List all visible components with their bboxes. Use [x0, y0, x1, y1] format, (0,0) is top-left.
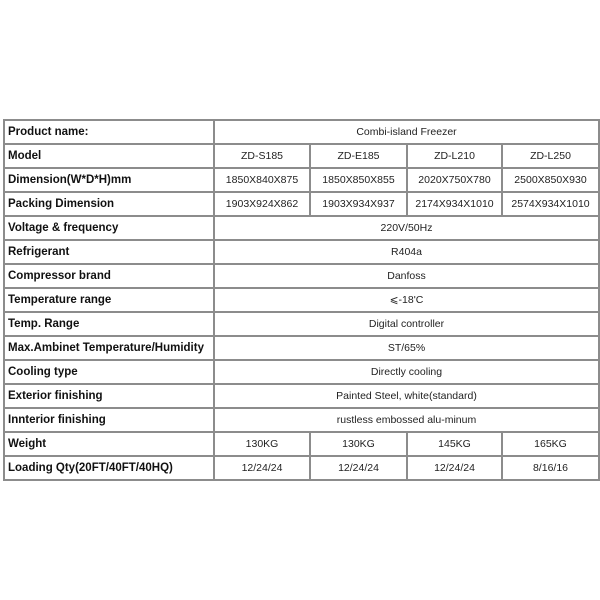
cooling-type-value: Directly cooling	[214, 360, 599, 384]
loading-qty-cell: 12/24/24	[310, 456, 407, 480]
row-label: Voltage & frequency	[4, 216, 214, 240]
row-label: Loading Qty(20FT/40FT/40HQ)	[4, 456, 214, 480]
row-product-name	[4, 120, 599, 144]
row-compressor	[4, 264, 599, 288]
packing-dimension-cell: 1903X934X937	[310, 192, 407, 216]
loading-qty-cell: 12/24/24	[214, 456, 310, 480]
compressor-value: Danfoss	[214, 264, 599, 288]
loading-qty-cell: 8/16/16	[502, 456, 599, 480]
interior-value: rustless embossed alu-minum	[214, 408, 599, 432]
weight-cell: 130KG	[214, 432, 310, 456]
row-label: Dimension(W*D*H)mm	[4, 168, 214, 192]
row-packing-dimension	[4, 192, 599, 216]
max-ambient-value: ST/65%	[214, 336, 599, 360]
weight-cell: 145KG	[407, 432, 502, 456]
row-label: Innterior finishing	[4, 408, 214, 432]
dimension-cell: 2020X750X780	[407, 168, 502, 192]
row-weight	[4, 432, 599, 456]
product-name-value: Combi-island Freezer	[214, 120, 599, 144]
temp-range-value: Digital controller	[214, 312, 599, 336]
row-label: Max.Ambinet Temperature/Humidity	[4, 336, 214, 360]
dimension-cell: 1850X840X875	[214, 168, 310, 192]
row-label: Weight	[4, 432, 214, 456]
spec-table	[3, 119, 600, 481]
row-temperature-range	[4, 288, 599, 312]
row-label: Compressor brand	[4, 264, 214, 288]
model-cell: ZD-S185	[214, 144, 310, 168]
exterior-value: Painted Steel, white(standard)	[214, 384, 599, 408]
row-voltage	[4, 216, 599, 240]
row-dimension	[4, 168, 599, 192]
row-label: Product name:	[4, 120, 214, 144]
row-label: Exterior finishing	[4, 384, 214, 408]
model-cell: ZD-E185	[310, 144, 407, 168]
voltage-value: 220V/50Hz	[214, 216, 599, 240]
row-cooling-type	[4, 360, 599, 384]
row-label: Cooling type	[4, 360, 214, 384]
row-model	[4, 144, 599, 168]
packing-dimension-cell: 2574X934X1010	[502, 192, 599, 216]
packing-dimension-cell: 2174X934X1010	[407, 192, 502, 216]
packing-dimension-cell: 1903X924X862	[214, 192, 310, 216]
row-label: Temperature range	[4, 288, 214, 312]
row-exterior	[4, 384, 599, 408]
dimension-cell: 1850X850X855	[310, 168, 407, 192]
loading-qty-cell: 12/24/24	[407, 456, 502, 480]
weight-cell: 165KG	[502, 432, 599, 456]
row-label: Packing Dimension	[4, 192, 214, 216]
dimension-cell: 2500X850X930	[502, 168, 599, 192]
refrigerant-value: R404a	[214, 240, 599, 264]
weight-cell: 130KG	[310, 432, 407, 456]
model-cell: ZD-L210	[407, 144, 502, 168]
row-interior	[4, 408, 599, 432]
model-cell: ZD-L250	[502, 144, 599, 168]
row-label: Temp. Range	[4, 312, 214, 336]
row-refrigerant	[4, 240, 599, 264]
temperature-range-value: ⩽-18'C	[214, 288, 599, 312]
row-label: Model	[4, 144, 214, 168]
row-label: Refrigerant	[4, 240, 214, 264]
row-loading-qty	[4, 456, 599, 480]
row-max-ambient	[4, 336, 599, 360]
row-temp-range	[4, 312, 599, 336]
